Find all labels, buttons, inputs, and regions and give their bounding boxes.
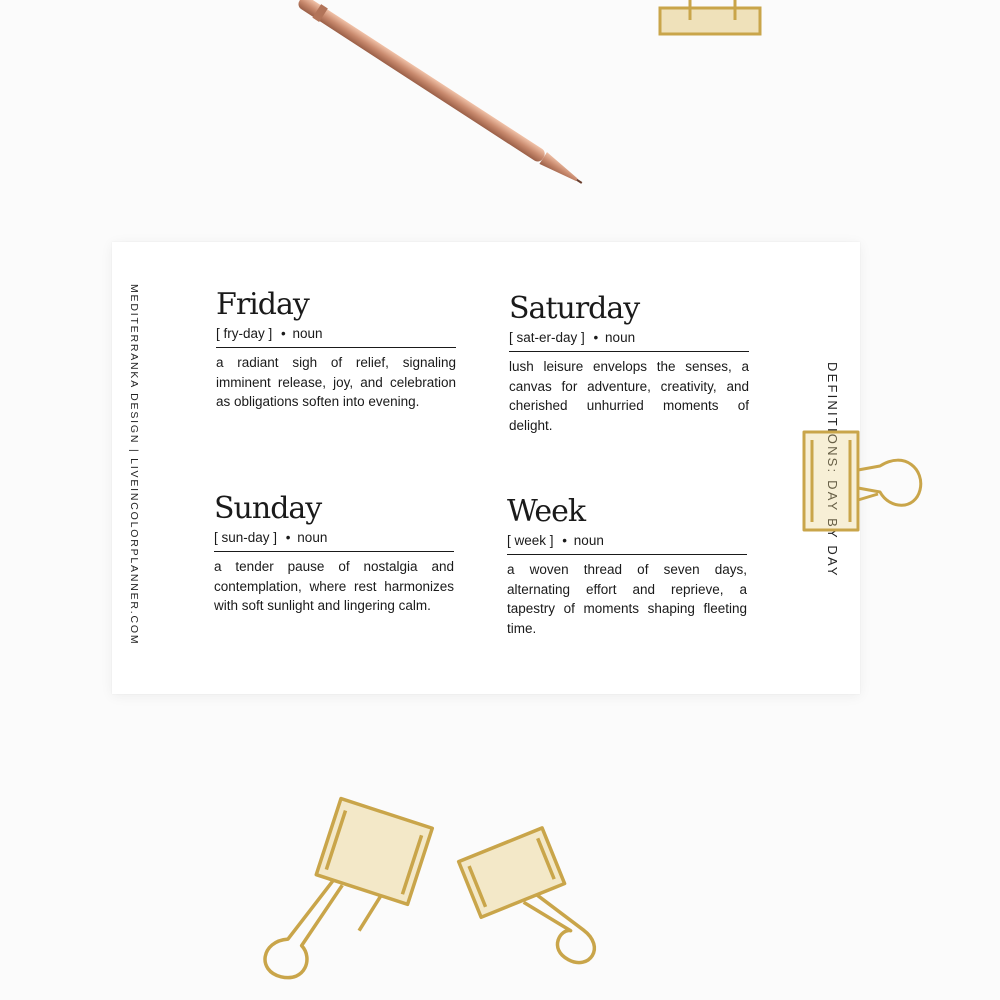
entry-part-of-speech: noun	[605, 330, 636, 345]
entry-part-of-speech: noun	[297, 530, 328, 545]
entry-pronunciation: [ sat-er-day ]	[509, 330, 585, 345]
entry-word: Sunday	[214, 491, 322, 526]
entry-definition: a woven thread of seven days, alternating effort and reprieve, a tapestry of moments shaping fleeting time.	[507, 562, 747, 636]
entry-pronunciation: [ week ]	[507, 533, 554, 548]
entry-word: Week	[507, 494, 586, 529]
bullet-dot: •	[593, 330, 599, 345]
bullet-dot: •	[285, 530, 291, 545]
entry-pronunciation: [ fry-day ]	[216, 326, 273, 341]
entry-word: Saturday	[509, 291, 640, 326]
entry-definition: a tender pause of nostalgia and contemplation, where rest harmonizes with soft sunlight and lingering calm.	[214, 559, 454, 613]
entry-part-of-speech: noun	[573, 533, 604, 548]
entry-definition: lush leisure envelops the senses, a canvas for adventure, creativity, and cherished unhurried moments of delight.	[509, 359, 749, 433]
entry-part-of-speech: noun	[292, 326, 323, 341]
entry-definition: a radiant sigh of relief, signaling imminent release, joy, and celebration as obligations soften into evening.	[216, 355, 456, 409]
card-heading: DEFINITIONS: DAY BY DAY	[825, 362, 840, 578]
brand-credit: MEDITERRANKA DESIGN | LIVEINCOLORPLANNER.COM	[128, 284, 140, 646]
entry-pronunciation: [ sun-day ]	[214, 530, 278, 545]
entry-word: Friday	[216, 287, 309, 322]
bullet-dot: •	[281, 326, 286, 341]
bullet-dot: •	[562, 533, 568, 548]
